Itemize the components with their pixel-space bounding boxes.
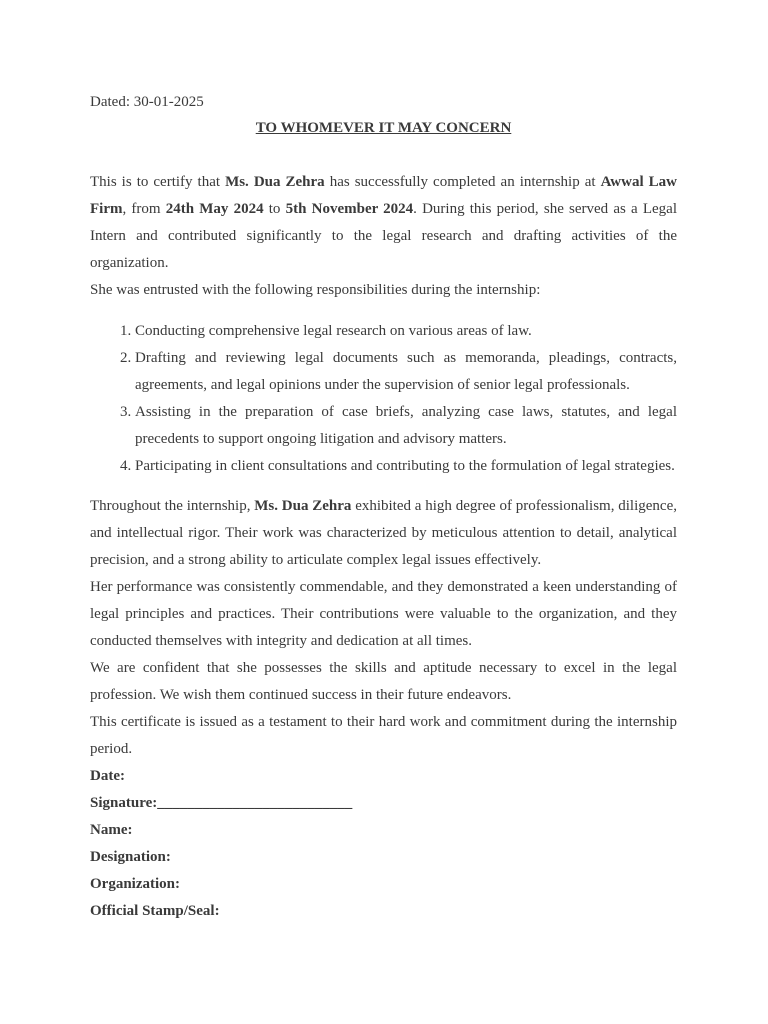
date-field: Date: [90,768,125,784]
performance-paragraph: Her performance was consistently commendable, and they demonstrated a keen understanding of legal principles and practices. Their contributions were valuable to the organization, and they conducted themselves with integrity and dedication at all times. [90,579,677,649]
signature-field: Signature:__________________________ [90,795,353,811]
responsibilities-intro: She was entrusted with the following responsibilities during the internship: [90,282,541,298]
list-item: 3. Assisting in the preparation of case briefs, analyzing case laws, statutes, and legal precedents to support ongoing litigation and advisory matters. [135,399,677,453]
organization-field: Organization: [90,876,180,892]
responsibilities-list [90,318,677,480]
certificate-document [90,92,677,925]
intro-paragraph: This is to certify that Ms. Dua Zehra has successfully completed an internship at Awwal Law Firm, from 24th May 2024 to 5th November 2024. During this period, she served as a Legal Intern and contributed significantly to the legal research and drafting activities of the organization. [90,174,677,271]
list-item: 4. Participating in client consultations and contributing to the formulation of legal strategies. [135,453,677,480]
certificate-paragraph: This certificate is issued as a testament to their hard work and commitment during the internship period. [90,714,677,757]
name-field: Name: [90,822,133,838]
firm-name: Awwal Law Firm [90,174,677,217]
start-date: 24th May 2024 [165,201,264,217]
stamp-field: Official Stamp/Seal: [90,903,220,919]
document-heading: TO WHOMEVER IT MAY CONCERN [255,120,512,136]
end-date: 5th November 2024 [285,201,414,217]
throughout-paragraph: Throughout the internship, Ms. Dua Zehra exhibited a high degree of professionalism, diligence, and intellectual rigor. Their work was characterized by meticulous attention to detail, analytical precision, and a strong ability to articulate complex legal issues effectively. [90,498,677,568]
intern-name: Ms. Dua Zehra [254,498,352,514]
list-item: 1. Conducting comprehensive legal research on various areas of law. [135,318,677,345]
list-item: 2. Drafting and reviewing legal documents such as memoranda, pleadings, contracts, agreements, and legal opinions under the supervision of senior legal professionals. [135,345,677,399]
designation-field: Designation: [90,849,171,865]
dated-line: Dated: 30-01-2025 [90,94,204,110]
confident-paragraph: We are confident that she possesses the skills and aptitude necessary to excel in the legal profession. We wish them continued success in their future endeavors. [90,660,677,703]
intern-name: Ms. Dua Zehra [225,174,325,190]
